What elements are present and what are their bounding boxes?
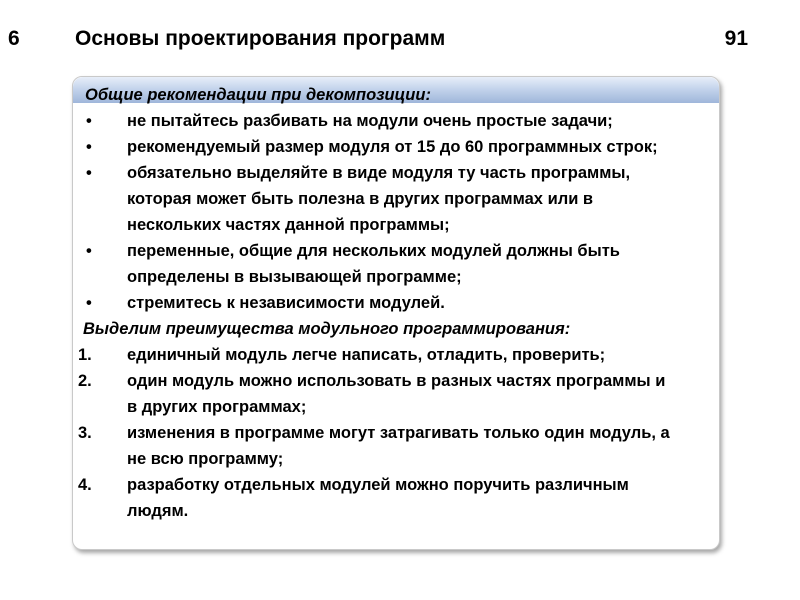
list-marker: • (86, 294, 92, 312)
advantages-heading: Выделим преимущества модульного программирования: (83, 320, 571, 338)
page-number: 91 (724, 27, 748, 50)
list-item-line: не пытайтесь разбивать на модули очень простые задачи; (127, 112, 613, 130)
list-item-line: разработку отдельных модулей можно поручить различным (127, 476, 629, 494)
advantage-item (70, 472, 770, 524)
recommendation-item (70, 238, 770, 290)
list-item-line: стремитесь к независимости модулей. (127, 294, 445, 312)
list-marker: • (86, 112, 92, 130)
list-marker: • (86, 242, 92, 260)
list-item-line: рекомендуемый размер модуля от 15 до 60 программных строк; (127, 138, 658, 156)
recommendations-heading: Общие рекомендации при декомпозиции: (85, 86, 431, 104)
advantage-item (70, 342, 770, 368)
list-item-line: обязательно выделяйте в виде модуля ту часть программы, (127, 164, 631, 182)
list-marker: • (86, 138, 92, 156)
list-item-line: переменные, общие для нескольких модулей должны быть (127, 242, 620, 260)
list-item-line: которая может быть полезна в других программах или в (127, 190, 594, 208)
advantage-item (70, 368, 770, 420)
list-marker: 2. (78, 372, 92, 390)
list-item-line: один модуль можно использовать в разных частях программы и (127, 372, 666, 390)
chapter-number: 6 (8, 27, 20, 50)
advantages-list (70, 342, 770, 524)
list-marker: 4. (78, 476, 92, 494)
list-item-line: изменения в программе могут затрагивать только один модуль, а (127, 424, 670, 442)
list-item-line: в других программах; (127, 398, 307, 416)
list-marker: • (86, 164, 92, 182)
list-item-line: людям. (127, 502, 189, 520)
chapter-title: Основы проектирования программ (75, 27, 446, 50)
recommendation-item (70, 160, 770, 238)
recommendation-item (70, 108, 770, 134)
list-item-line: единичный модуль легче написать, отладить, проверить; (127, 346, 606, 364)
recommendations-list (70, 108, 770, 316)
recommendation-item (70, 290, 770, 316)
page-header (8, 24, 748, 54)
card-content (70, 82, 770, 524)
list-item-line: нескольких частях данной программы; (127, 216, 450, 234)
advantage-item (70, 420, 770, 472)
recommendation-item (70, 134, 770, 160)
list-item-line: определены в вызывающей программе; (127, 268, 462, 286)
list-item-line: не всю программу; (127, 450, 284, 468)
list-marker: 1. (78, 346, 92, 364)
list-marker: 3. (78, 424, 92, 442)
